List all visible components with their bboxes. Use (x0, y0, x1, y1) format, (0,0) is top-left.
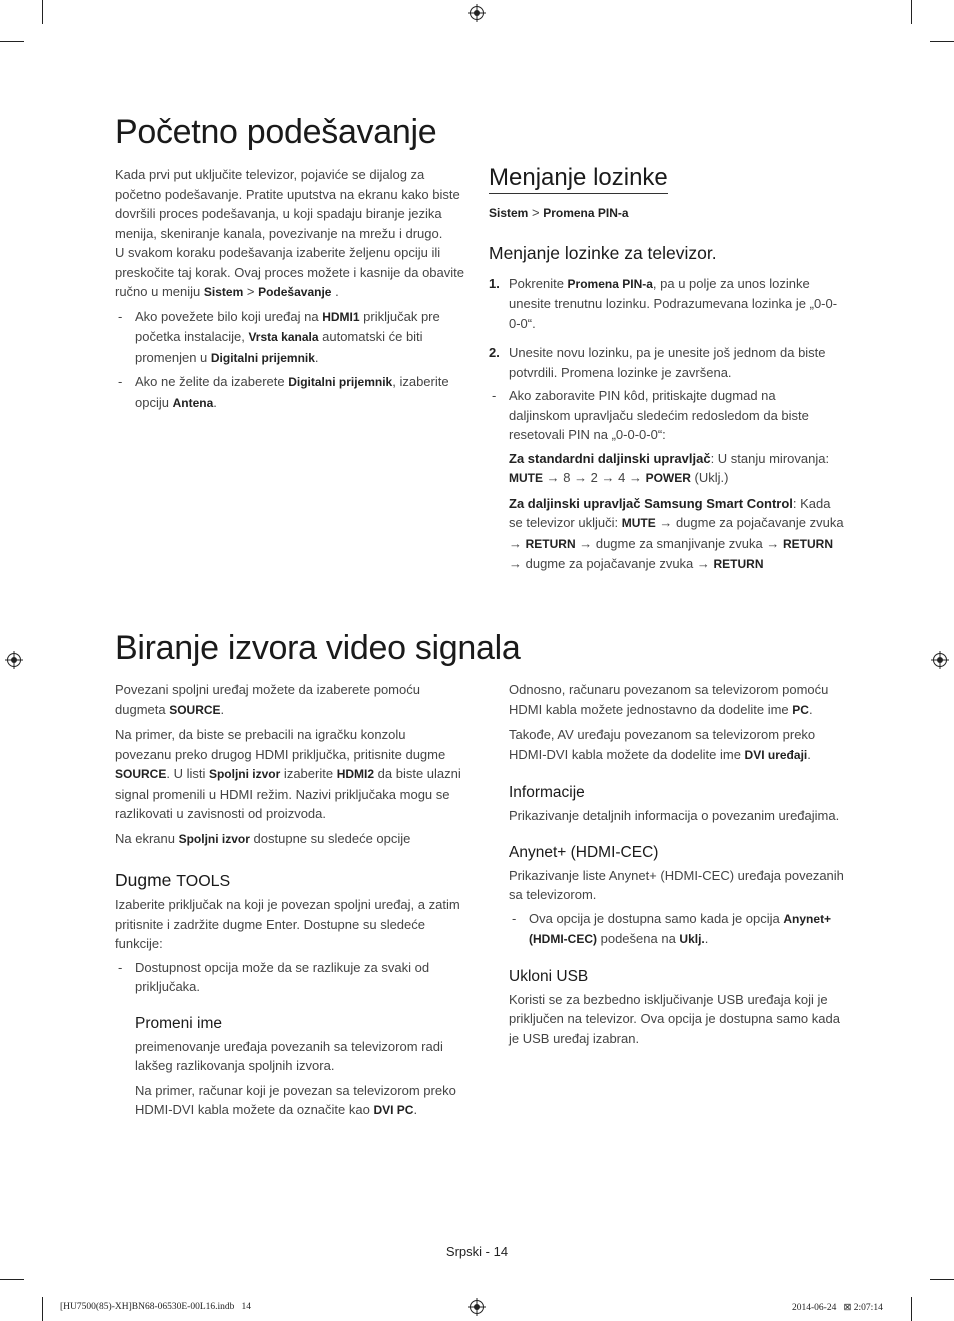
text-line: priključen na televizor. Ova opcija je dostupna samo kada (509, 1011, 840, 1026)
text: Ako ne želite da izaberete (135, 374, 289, 389)
step-number: 2. (489, 345, 500, 360)
page-number: Srpski - 14 (445, 1244, 509, 1259)
paragraph (509, 866, 854, 905)
remote-label: Za standardni daljinski upravljač (509, 450, 711, 466)
menu-name: Spoljni izvor (208, 767, 281, 781)
button-name: TOOLS (176, 873, 231, 890)
paragraph (115, 895, 465, 954)
password-section (489, 164, 849, 575)
crop-mark (911, 0, 912, 24)
bullet-note (115, 372, 465, 413)
text-line: povezanu preko drugog HDMI priključka, pritisnite dugme (115, 746, 446, 762)
subsection-title: Menjanje lozinke za televizor. (489, 242, 717, 263)
remote-label: Za daljinski upravljač Samsung Smart Control (509, 495, 793, 511)
video-source-right-column (509, 680, 854, 1048)
text-line: Povezani spoljni uređaj možete da izaberete pomoću (115, 682, 420, 697)
text-line: Takođe, AV uređaju povezanom sa televizorom preko (509, 727, 816, 742)
text: da biste ulazni (374, 766, 461, 781)
text-line: Odnosno, računaru povezanom sa televizorom pomoću (509, 682, 829, 697)
file-info: [HU7500(85)-XH]BN68-06530E-00L16.indb 14 (60, 1302, 252, 1312)
crop-mark (930, 41, 954, 42)
subsection-title-info: Informacije (509, 784, 585, 801)
menu-name: Sistem (203, 285, 244, 299)
paragraph (509, 990, 854, 1049)
button-name: MUTE (509, 471, 543, 485)
text: izaberite (280, 766, 337, 781)
breadcrumb-separator: > (528, 205, 544, 220)
paragraph (509, 680, 854, 720)
subsection-title-anynet: Anynet+ (HDMI-CEC) (509, 843, 659, 861)
registration-mark-icon (468, 1298, 486, 1316)
text: automatski će biti (318, 329, 423, 344)
menu-name: Podešavanje (258, 285, 332, 299)
text: . (213, 394, 217, 410)
text: . (413, 1102, 418, 1117)
text: HDMI kabla možete jednostavno da dodelite ime (509, 701, 793, 717)
step-number: 1. (489, 275, 500, 291)
text: → 8 → 2 → 4 → (543, 470, 646, 485)
text: se televizor uključi: (509, 515, 622, 530)
section-title-change-password: Menjanje lozinke (489, 164, 668, 194)
registration-mark-icon (931, 651, 949, 669)
menu-name: DVI uređaji (744, 747, 808, 762)
text-line: Na primer, da biste se prebacili na igračku konzolu (115, 727, 406, 742)
button-name: SOURCE (115, 767, 167, 781)
text: → dugme za pojačavanje zvuka (655, 515, 844, 530)
text: . (314, 349, 319, 365)
text: HDMI-DVI kabla možete da dodelite ime (509, 746, 745, 762)
text-line: priključaka. (135, 979, 201, 994)
section-title-video-source: Biranje izvora video signala (115, 629, 521, 667)
text-line: menija, skeniranje kanala, povezivanje na mrežu i drugo. (115, 225, 443, 241)
text-line: pritisnite i zadržite dugme Enter. Dostupne su sledeće (115, 916, 426, 932)
menu-name: Promena PIN-a (567, 276, 653, 291)
menu-name: Vrsta kanala (248, 330, 319, 344)
rename-block (115, 1015, 465, 1121)
subsection-title-tools (115, 870, 465, 891)
button-name: POWER (645, 471, 691, 485)
text: Ako povežete bilo koji uređaj na (135, 308, 323, 324)
text: . U listi (166, 766, 209, 781)
text: → (509, 535, 526, 551)
text: . (331, 284, 339, 299)
step-2 (489, 343, 849, 382)
text-line: Dostupnost opcija može da se razlikuje za svaki od (135, 959, 430, 975)
text-line: dovršili proces podešavanja, u koji spadaju biranje jezika (115, 206, 442, 221)
text-line: Unesite novu lozinku, pa je unesite još jednom da biste (509, 345, 826, 360)
text-line: Kada prvi put uključite televizor, pojaviće se dijalog za (115, 167, 425, 182)
text: početka instalacije, (135, 329, 249, 344)
text: : U stanju mirovanja: (710, 450, 830, 466)
menu-name: Digitalni prijemnik (210, 350, 315, 365)
bullet-note (115, 958, 465, 997)
section-title-initial-setup: Početno podešavanje (115, 113, 437, 151)
text: Na ekranu (115, 830, 179, 846)
breadcrumb-item: Promena PIN-a (543, 206, 629, 220)
subsection-title-rename: Promeni ime (135, 1014, 222, 1032)
text-line: unesite trenutnu lozinku. Podrazumevana lozinka je „0-0- (509, 296, 838, 311)
breadcrumb (489, 203, 849, 224)
menu-name: Spoljni izvor (178, 831, 250, 846)
registration-mark-icon (468, 4, 486, 22)
text: : Kada (792, 495, 831, 511)
text: HDMI-DVI kabla možete da označite kao (135, 1102, 374, 1117)
text-line: razlikovati u zavisnosti od proizvoda. (115, 806, 326, 821)
menu-name: (HDMI-CEC) (529, 932, 597, 946)
text-line: U svakom koraku podešavanja izaberite željenu opciju ili (115, 245, 441, 260)
bullet-note (509, 909, 854, 950)
video-source-left-column (115, 680, 465, 1121)
text-line: funkcije: (115, 936, 163, 951)
text-line: Ako zaboravite PIN kôd, pritiskajte dugmad na (509, 388, 776, 403)
button-name: MUTE (621, 516, 656, 530)
crop-mark (0, 41, 24, 42)
text: (Uklj.) (690, 470, 729, 485)
text: dostupne su sledeće opcije (249, 830, 411, 846)
text: , izaberite (392, 374, 449, 389)
paragraph (115, 725, 465, 824)
step-1 (489, 274, 849, 334)
menu-name: PC (792, 702, 809, 717)
print-date: 2014-06-24 ⊠ 2:07:14 (792, 1303, 883, 1313)
text: ručno u meniju (115, 284, 204, 299)
paragraph (115, 680, 465, 720)
text: . (220, 701, 225, 717)
menu-name: Antena (172, 395, 214, 410)
crop-mark (42, 0, 43, 24)
paragraph (509, 725, 854, 765)
text: Dugme (115, 870, 177, 890)
smart-remote-sequence (489, 494, 849, 575)
paragraph (115, 829, 465, 850)
text: podešena na (597, 931, 680, 946)
crop-mark (42, 1297, 43, 1321)
text: . (807, 746, 811, 762)
breadcrumb-item: Sistem (489, 206, 529, 220)
paragraph (135, 1081, 465, 1121)
text-line: je USB uređaj izabran. (509, 1030, 640, 1046)
text-line: Izaberite priključak na koji je povezan spoljni uređaj, a zatim (115, 897, 460, 912)
text-line: signal promenili u HDMI režim. Nazivi priključaka mogu se (115, 786, 450, 802)
text: . (704, 931, 709, 946)
button-name: SOURCE (169, 702, 221, 717)
text: , pa u polje za unos lozinke (652, 275, 810, 291)
text-line: 0-0“. (509, 315, 536, 331)
text: . (808, 701, 813, 717)
bullet-dash: - (492, 388, 497, 403)
registration-mark-icon (5, 651, 23, 669)
bullet-dash: - (512, 910, 517, 926)
paragraph (115, 165, 465, 243)
text-line: početno podešavanje. Pratite uputstva na ekranu kako biste (115, 186, 460, 202)
bullet-note (115, 307, 465, 369)
bullet-dash: - (118, 959, 123, 975)
text-line: Na primer, računar koji je povezan sa televizorom preko (135, 1082, 456, 1098)
bullet-dash: - (118, 374, 123, 389)
crop-mark (930, 1279, 954, 1280)
text: dugmeta (115, 701, 170, 717)
text-line: resetovali PIN na „0-0-0-0“: (509, 427, 666, 442)
text: → dugme za smanjivanje zvuka → (575, 535, 783, 551)
text: opciju (135, 394, 173, 410)
subsection-title-remove-usb: Ukloni USB (509, 967, 589, 985)
text-line: potvrdili. Promena lozinke je završena. (509, 364, 732, 380)
menu-name: Digitalni prijemnik (288, 375, 393, 389)
text: → dugme za pojačavanje zvuka → (509, 556, 714, 571)
menu-name: Uklj. (679, 932, 705, 946)
text: > (243, 284, 259, 299)
text: priključak pre (359, 308, 440, 324)
text-line: preimenovanje uređaja povezanih sa televizorom radi (135, 1038, 443, 1054)
initial-setup-body (115, 165, 465, 413)
text-line: lakšeg razlikovanja spoljnih izvora. (135, 1058, 335, 1073)
text: promenjen u (135, 349, 211, 365)
menu-name: HDMI2 (336, 767, 375, 781)
text-line: daljinskom upravljaču sledećim redosledom da biste (509, 407, 809, 423)
paragraph (135, 1037, 465, 1076)
crop-mark (911, 1297, 912, 1321)
standard-remote-sequence (489, 449, 849, 489)
button-name: RETURN (525, 536, 576, 551)
text-line: preskočite taj korak. Ovaj proces možete i kasnije da obavite (115, 264, 465, 280)
bullet-dash: - (118, 308, 123, 324)
button-name: RETURN (783, 536, 833, 551)
text: Pokrenite (509, 275, 568, 291)
bullet-note (489, 386, 849, 445)
menu-name: Anynet+ (783, 911, 832, 926)
menu-name: HDMI1 (322, 309, 360, 324)
paragraph: Prikazivanje detaljnih informacija o povezanim uređajima. (509, 808, 840, 823)
text-line: Koristi se za bezbedno isključivanje USB uređaja koji je (509, 991, 828, 1007)
text-line: Prikazivanje liste Anynet+ (HDMI-CEC) uređaja povezanih (509, 867, 844, 883)
crop-mark (0, 1279, 24, 1280)
menu-name: DVI PC (373, 1103, 414, 1117)
text: Ova opcija je dostupna samo kada je opcija (529, 910, 784, 926)
paragraph (115, 243, 465, 303)
button-name: RETURN (713, 557, 764, 571)
text-line: sa televizorom. (509, 887, 597, 902)
